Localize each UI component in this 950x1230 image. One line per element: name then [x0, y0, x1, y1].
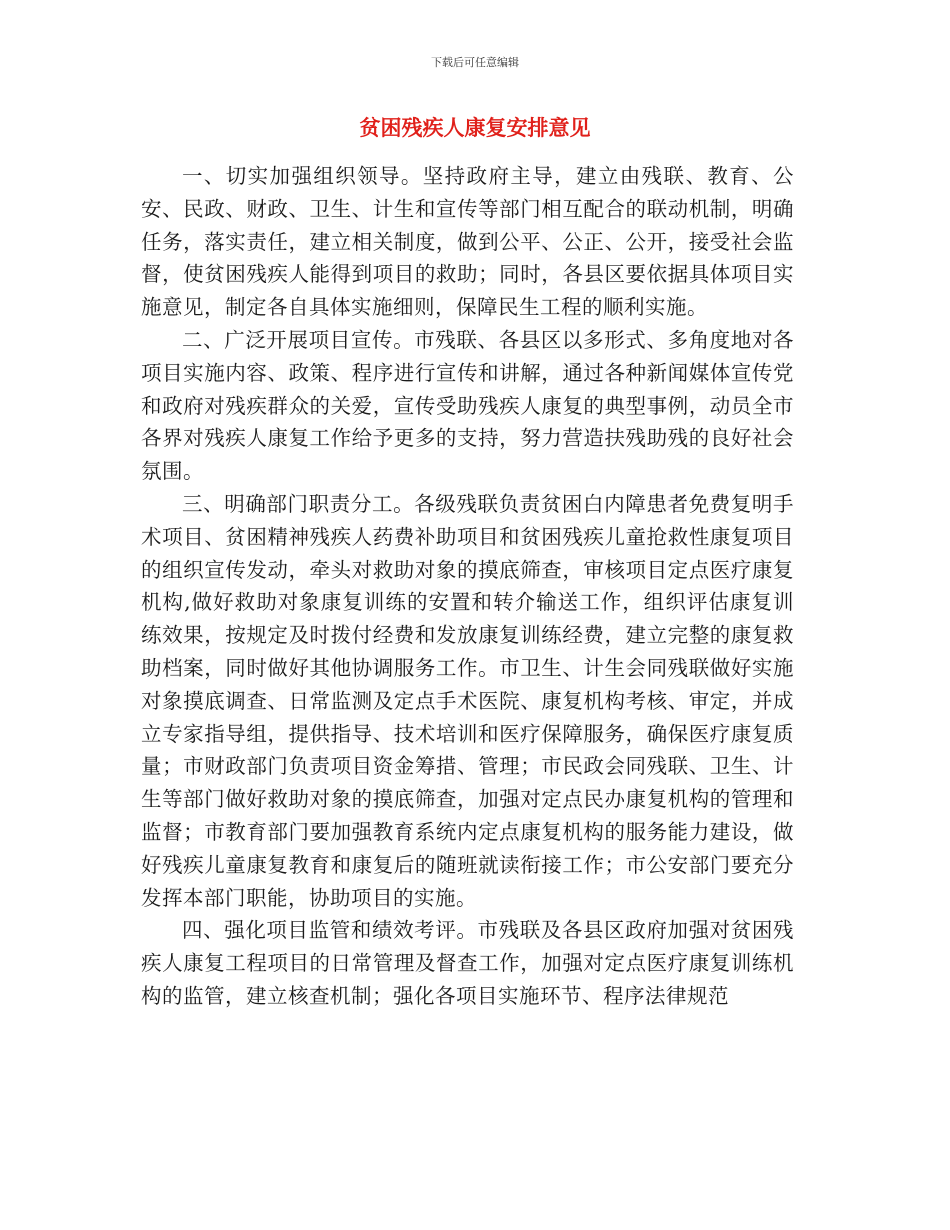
header-note: 下载后可任意编辑	[431, 56, 519, 69]
paragraph-2: 二、广泛开展项目宣传。市残联、各县区以多形式、多角度地对各项目实施内容、政策、程序进行宣传和讲解，通过各种新闻媒体宣传党和政府对残疾群众的关爱，宣传受助残疾人康复的典型事例，动员全市各界对残疾人康复工作给予更多的支持，努力营造扶残助残的良好社会氛围。	[141, 327, 794, 484]
document-title: 贫困残疾人康复安排意见	[359, 115, 591, 140]
paragraph-4: 四、强化项目监管和绩效考评。市残联及各县区政府加强对贫困残疾人康复工程项目的日常管理及督查工作，加强对定点医疗康复训练机构的监管，建立核查机制；强化各项目实施环节、程序法律规范	[141, 918, 794, 1008]
paragraph-3: 三、明确部门职责分工。各级残联负责贫困白内障患者免费复明手术项目、贫困精神残疾人药费补助项目和贫困残疾儿童抢救性康复项目的组织宣传发动，牵头对救助对象的摸底筛查，审核项目定点医疗康复机构,做好救助对象康复训练的安置和转介输送工作，组织评估康复训练效果，按规定及时拨付经费和发放康复训练经费，建立完整的康复救助档案，同时做好其他协调服务工作。市卫生、计生会同残联做好实施对象摸底调查、日常监测及定点手术医院、康复机构考核、审定，并成立专家指导组，提供指导、技术培训和医疗保障服务，确保医疗康复质量；市财政部门负责项目资金筹措、管理；市民政会同残联、卫生、计生等部门做好救助对象的摸底筛查，加强对定点民办康复机构的管理和监督；市教育部门要加强教育系统内定点康复机构的服务能力建设，做好残疾儿童康复教育和康复后的随班就读衔接工作；市公安部门要充分发挥本部门职能，协助项目的实施。	[141, 491, 794, 910]
paragraph-1: 一、切实加强组织领导。坚持政府主导，建立由残联、教育、公安、民政、财政、卫生、计生和宣传等部门相互配合的联动机制，明确任务，落实责任，建立相关制度，做到公平、公正、公开，接受社会监督，使贫困残疾人能得到项目的救助；同时，各县区要依据具体项目实施意见，制定各自具体实施细则，保障民生工程的顺利实施。	[141, 164, 794, 320]
document-body	[141, 160, 794, 1013]
